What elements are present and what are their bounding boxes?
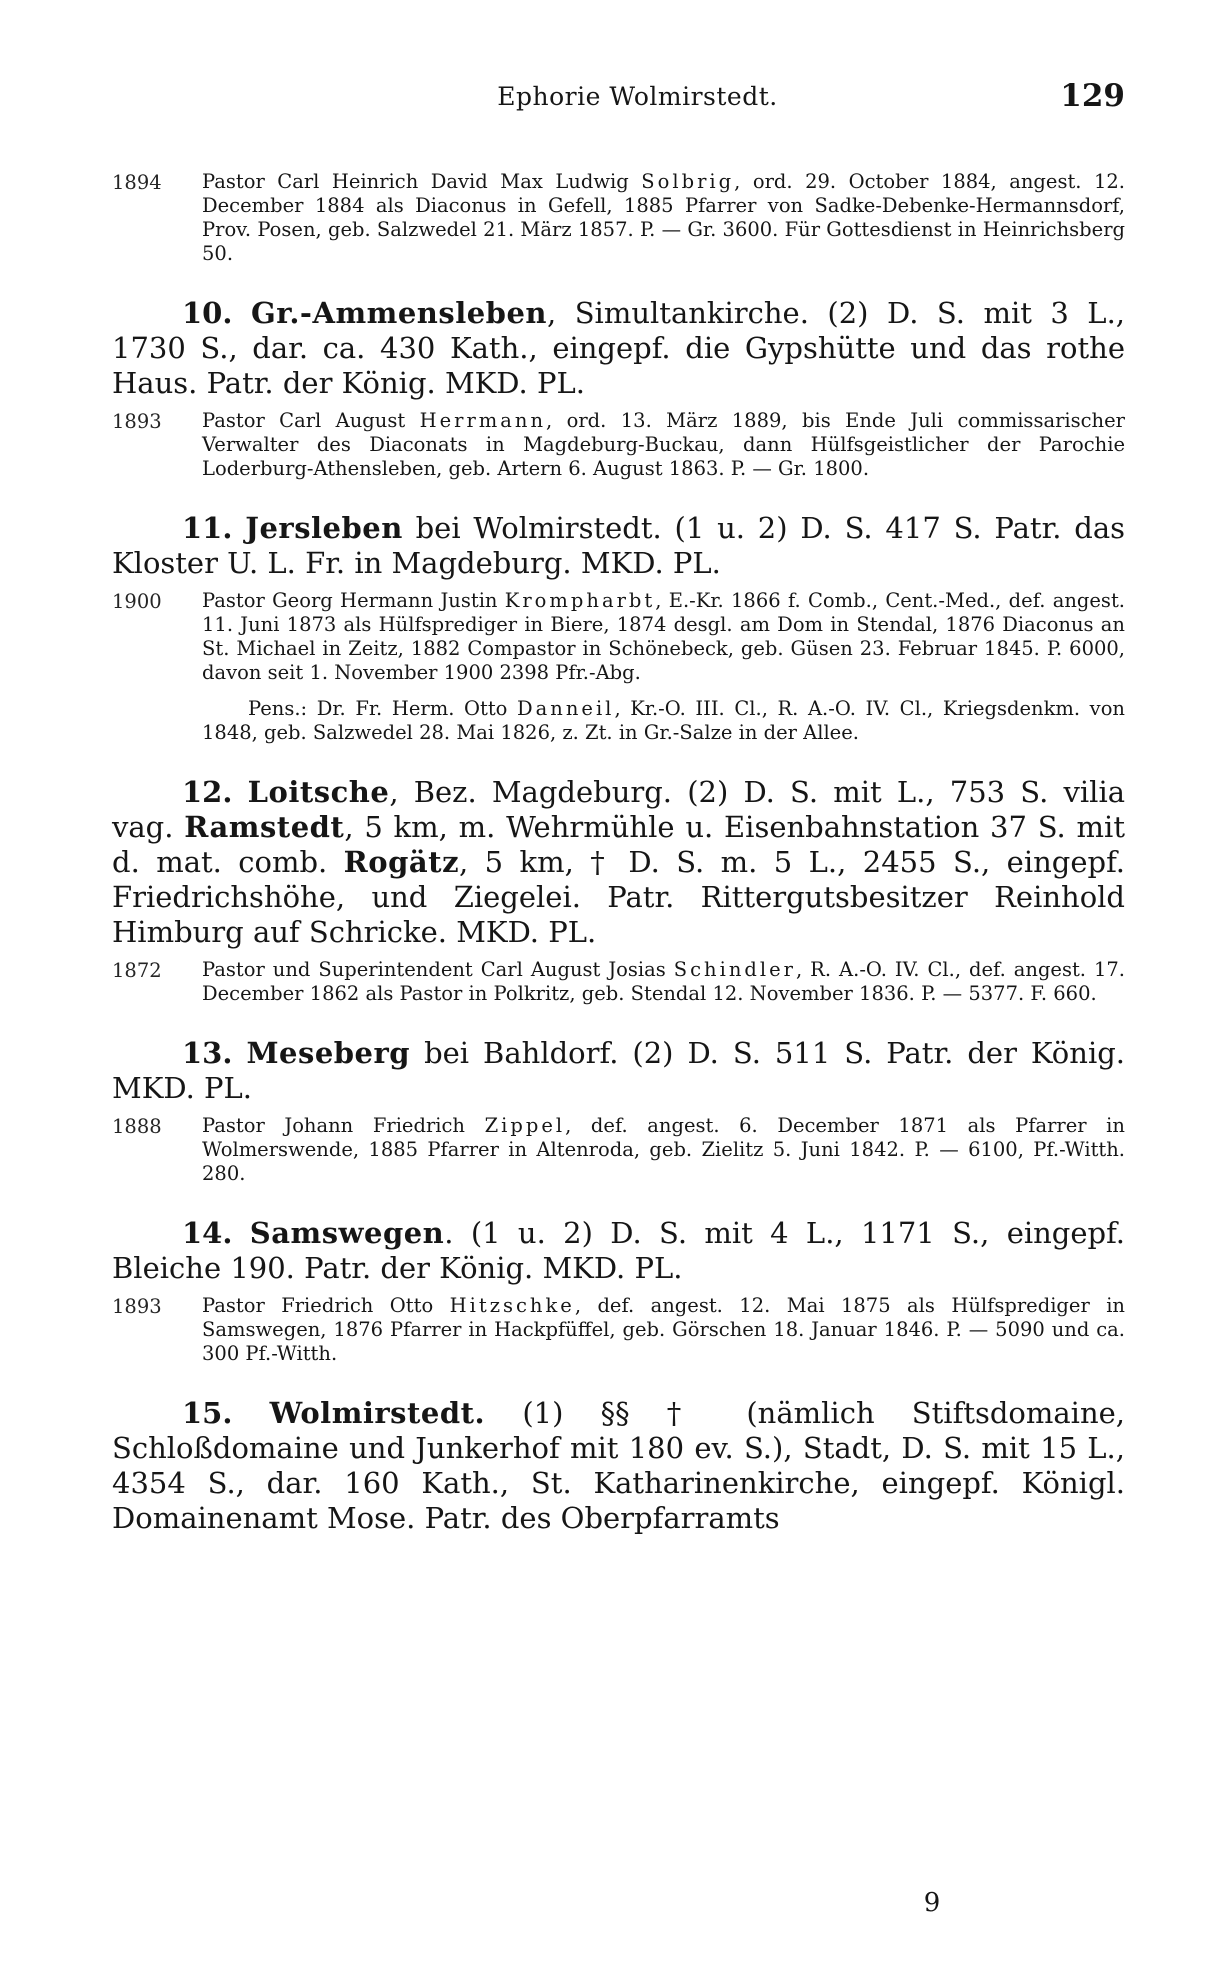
running-head: Ephorie Wolmirstedt. <box>497 82 778 111</box>
parish-name: Loitsche <box>247 775 390 809</box>
parish-description: . (1 u. 2) D. S. mit 4 L., 1171 S., eingepf. Bleiche 190. Patr. der König. MKD. PL. <box>112 1216 1126 1285</box>
pastor-entry <box>112 1114 1125 1186</box>
pensioner-surname: Danneil <box>517 697 615 720</box>
parish-name: Gr.-Ammensleben <box>250 296 547 330</box>
page-body <box>112 170 1125 1544</box>
parish-heading-12: 12. Loitsche, Bez. Magdeburg. (2) D. S. mit L., 753 S. vilia vag. Ramstedt, 5 km, m. Wehrmühle u. Eisenbahnstation 37 S. mit d. mat. comb. Rogätz, 5 km, † D. S. m. 5 L., 2455 S., eingepf. Friedrichshöhe, und Ziegelei. Patr. Rittergutsbesitzer Reinhold Himburg auf Schricke. MKD. PL. <box>112 775 1126 949</box>
parish-heading-11 <box>112 511 1125 581</box>
entry-year: 1872 <box>112 959 162 982</box>
parish-heading-14 <box>112 1216 1125 1286</box>
pastor-surname: Krompharbt <box>504 589 656 612</box>
parish-heading-10 <box>112 296 1125 401</box>
parish-number: 14. <box>182 1216 233 1250</box>
pastor-entry <box>112 958 1125 1006</box>
filial-name: Rogätz <box>343 845 460 879</box>
parish-number: 10. <box>182 296 233 330</box>
pastor-entry <box>112 409 1125 481</box>
parish-number: 12. <box>182 775 233 809</box>
parish-name: Samswegen <box>249 1216 445 1250</box>
pastor-surname: Herrmann <box>419 409 547 432</box>
entry-year: 1888 <box>112 1115 162 1138</box>
parish-heading-13 <box>112 1036 1125 1106</box>
entry-text: Pastor Georg Hermann Justin Krompharbt, E.-Kr. 1866 f. Comb., Cent.-Med., def. angest. 11. Juni 1873 als Hülfsprediger in Biere, 1874 desgl. am Dom in Stendal, 1876 Diaconus an St. Michael in Zeitz, 1882 Compastor in Schönebeck, geb. Güsen 23. Februar 1845. P. 6000, davon seit 1. November 1900 2398 Pfr.-Abg. <box>202 589 1125 684</box>
parish-heading-15 <box>112 1396 1125 1536</box>
signature-mark: 9 <box>923 1888 941 1918</box>
entry-text: Pastor Johann Friedrich Zippel, def. angest. 6. December 1871 als Pfarrer in Wolmerswende, 1885 Pfarrer in Altenroda, geb. Zielitz 5. Juni 1842. P. — 6100, Pf.-Witth. 280. <box>202 1114 1125 1185</box>
pastor-surname: Solbrig <box>641 170 735 193</box>
entry-text: Pastor und Superintendent Carl August Josias Schindler, R. A.-O. IV. Cl., def. angest. 17. December 1862 als Pastor in Polkritz, geb. Stendal 12. November 1836. P. — 5377. F. 660. <box>202 958 1125 1005</box>
parish-name: Jersleben <box>245 511 403 545</box>
parish-name: Wolmirstedt. <box>269 1396 486 1430</box>
parish-number: 15. <box>182 1396 233 1430</box>
parish-description: , Bez. Magdeburg. (2) D. S. mit L., 753 S. vilia vag. <box>112 775 1126 844</box>
parish-number: 11. <box>182 511 233 545</box>
parish-description: bei Wolmirstedt. (1 u. 2) D. S. 417 S. Patr. das Kloster U. L. Fr. in Magdeburg. MKD. PL. <box>112 511 1125 580</box>
parish-description: (1) §§ † (nämlich Stiftsdomaine, Schloßdomaine und Junkerhof mit 180 ev. S.), Stadt, D. S. mit 15 L., 4354 S., dar. 160 Kath., St. Katharinenkirche, eingepf. Königl. Domainenamt Mose. Patr. des Oberpfarramts <box>112 1396 1126 1535</box>
entry-year: 1894 <box>112 171 162 194</box>
pastor-surname: Schindler <box>673 958 796 981</box>
pastor-surname: Zippel <box>484 1114 566 1137</box>
parish-description: , Simultankirche. (2) D. S. mit 3 L., 1730 S., dar. ca. 430 Kath., eingepf. die Gypshütte und das rothe Haus. Patr. der König. MKD. PL. <box>112 296 1126 400</box>
pastor-entry <box>112 170 1125 266</box>
pastor-surname: Hitzschke <box>449 1294 575 1317</box>
entry-year: 1893 <box>112 410 162 433</box>
parish-description: bei Bahldorf. (2) D. S. 511 S. Patr. der König. MKD. PL. <box>112 1036 1126 1105</box>
entry-text: Pastor Carl August Herrmann, ord. 13. März 1889, bis Ende Juli commissarischer Verwalter des Diaconats in Magdeburg-Buckau, dann Hülfsgeistlicher der Parochie Loderburg-Athensleben, geb. Artern 6. August 1863. P. — Gr. 1800. <box>202 409 1125 480</box>
pension-note: Pens.: Dr. Fr. Herm. Otto Danneil, Kr.-O. III. Cl., R. A.-O. IV. Cl., Kriegsdenkm. von 1848, geb. Salzwedel 28. Mai 1826, z. Zt. in Gr.-Salze in der Allee. <box>202 697 1125 744</box>
page-number: 129 <box>1060 78 1125 114</box>
parish-name: Meseberg <box>246 1036 411 1070</box>
parish-number: 13. <box>182 1036 233 1070</box>
pastor-entry <box>112 1294 1125 1366</box>
entry-year: 1900 <box>112 590 162 613</box>
filial-name: Ramstedt <box>184 810 345 844</box>
entry-text: Pastor Carl Heinrich David Max Ludwig Solbrig, ord. 29. October 1884, angest. 12. December 1884 als Diaconus in Gefell, 1885 Pfarrer von Sadke-Debenke-Hermannsdorf, Prov. Posen, geb. Salzwedel 21. März 1857. P. — Gr. 3600. Für Gottesdienst in Heinrichsberg 50. <box>202 170 1126 265</box>
entry-text: Pastor Friedrich Otto Hitzschke, def. angest. 12. Mai 1875 als Hülfsprediger in Samswegen, 1876 Pfarrer in Hackpfüffel, geb. Görschen 18. Januar 1846. P. — 5090 und ca. 300 Pf.-Witth. <box>202 1294 1125 1365</box>
pastor-entry <box>112 589 1125 685</box>
page-header <box>150 78 1125 128</box>
entry-year: 1893 <box>112 1295 162 1318</box>
